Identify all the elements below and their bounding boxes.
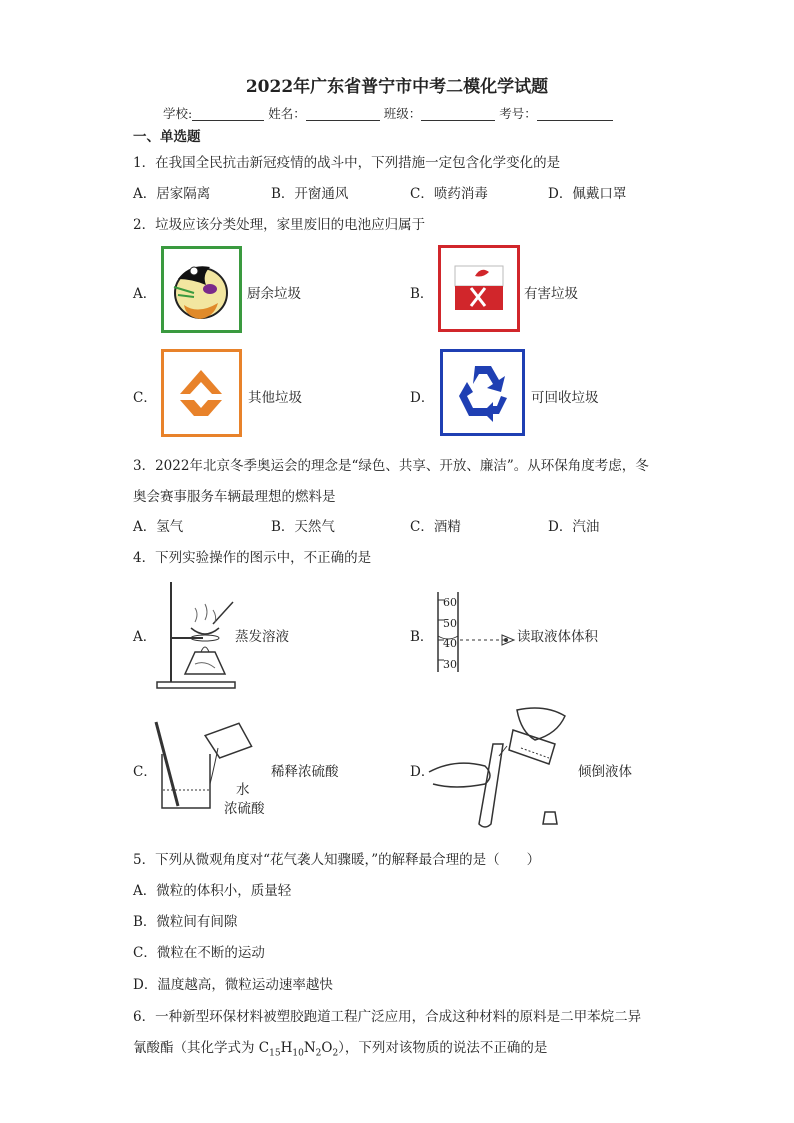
evaporation-apparatus-icon	[155, 578, 239, 690]
q2-label-c: 其他垃圾	[248, 390, 302, 406]
section-heading: 一、单选题	[133, 129, 201, 145]
tick-label: 40	[443, 637, 457, 650]
q3-option-b: B．天然气	[271, 519, 335, 535]
student-info-line	[163, 104, 613, 122]
q4-stem: 4．下列实验操作的图示中，不正确的是	[133, 550, 372, 566]
q5-stem: 5．下列从微观角度对“花气袭人知骤暖，”的解释最合理的是（ ）	[133, 852, 541, 868]
class-blank	[421, 108, 495, 121]
q6-text: 氰酸酯（其化学式为 C	[133, 1040, 270, 1056]
q6-stem-line2	[133, 1036, 547, 1059]
q2-label-b: 有害垃圾	[524, 286, 578, 302]
q3-option-d: D．汽油	[548, 519, 600, 535]
page-title: 2022年广东省普宁市中考二模化学试题	[245, 77, 549, 97]
q4-label-d: 倾倒液体	[578, 764, 632, 780]
name-label: 姓名：	[268, 106, 306, 121]
q4-letter-a: A．	[133, 629, 157, 645]
cylinder-tick-labels	[443, 593, 457, 675]
tick-label: 30	[443, 657, 457, 671]
tick-label: 60	[443, 596, 457, 609]
other-waste-icon	[161, 349, 242, 437]
formula-subscript: 2	[332, 1048, 339, 1059]
q5-option-c: C．微粒在不断的运动	[133, 945, 265, 961]
q3-option-c: C．酒精	[410, 519, 461, 535]
name-blank	[306, 108, 380, 121]
q3-stem-line1: 3．2022年北京冬季奥运会的理念是“绿色、共享、开放、廉洁”。从环保角度考虑，冬	[133, 458, 649, 474]
q4-label-c: 稀释浓硫酸	[271, 764, 339, 780]
q3-stem-line2: 奥会赛事服务车辆最理想的燃料是	[133, 489, 336, 505]
q4-label-a: 蒸发溶液	[235, 629, 289, 645]
q6-text: ），下列对该物质的说法不正确的是	[338, 1040, 548, 1056]
q6-stem-line1: 6．一种新型环保材料被塑胶跑道工程广泛应用，合成这种材料的原料是二甲苯烷二异	[133, 1009, 642, 1025]
q1-option-b: B．开窗通风	[271, 186, 349, 202]
school-label: 学校:	[163, 106, 193, 121]
acid-label: 浓硫酸	[224, 801, 265, 817]
formula-element: O	[321, 1040, 333, 1056]
kitchen-waste-icon	[161, 246, 242, 333]
q2-letter-b: B．	[410, 286, 434, 302]
school-blank	[192, 108, 264, 121]
pouring-liquid-icon	[425, 700, 575, 834]
q4-letter-d: D．	[410, 764, 435, 780]
class-label: 班级：	[383, 106, 422, 121]
q2-label-a: 厨余垃圾	[247, 286, 301, 302]
q5-option-d: D．温度越高，微粒运动速率越快	[133, 977, 333, 993]
number-blank	[537, 108, 613, 121]
q1-option-a: A．居家隔离	[133, 186, 211, 202]
q5-option-b: B．微粒间有间隙	[133, 914, 238, 930]
recyclable-waste-icon	[440, 349, 525, 436]
q4-letter-c: C．	[133, 764, 157, 780]
q1-option-c: C．喷药消毒	[410, 186, 488, 202]
q2-letter-a: A．	[133, 286, 157, 302]
q1-option-d: D．佩戴口罩	[548, 186, 627, 202]
q4-letter-b: B．	[410, 629, 434, 645]
tick-label: 50	[443, 616, 457, 630]
formula-subscript: 2	[315, 1048, 322, 1059]
q1-stem: 1．在我国全民抗击新冠疫情的战斗中，下列措施一定包含化学变化的是	[133, 155, 561, 171]
formula-element: N	[303, 1040, 316, 1056]
water-label: 水	[236, 782, 250, 798]
q3-option-a: A．氢气	[133, 519, 184, 535]
formula-subscript: 10	[292, 1048, 304, 1059]
q2-label-d: 可回收垃圾	[531, 390, 599, 406]
q2-letter-d: D．	[410, 390, 435, 406]
q5-option-a: A．微粒的体积小，质量轻	[133, 883, 292, 899]
hazardous-waste-icon	[438, 245, 520, 332]
q2-letter-c: C．	[133, 390, 157, 406]
formula-element: H	[280, 1040, 293, 1056]
q2-stem: 2．垃圾应该分类处理，家里废旧的电池应归属于	[133, 217, 426, 233]
number-label: 考号：	[499, 106, 537, 121]
formula-subscript: 15	[269, 1048, 281, 1059]
q4-label-b: 读取液体体积	[517, 629, 598, 645]
